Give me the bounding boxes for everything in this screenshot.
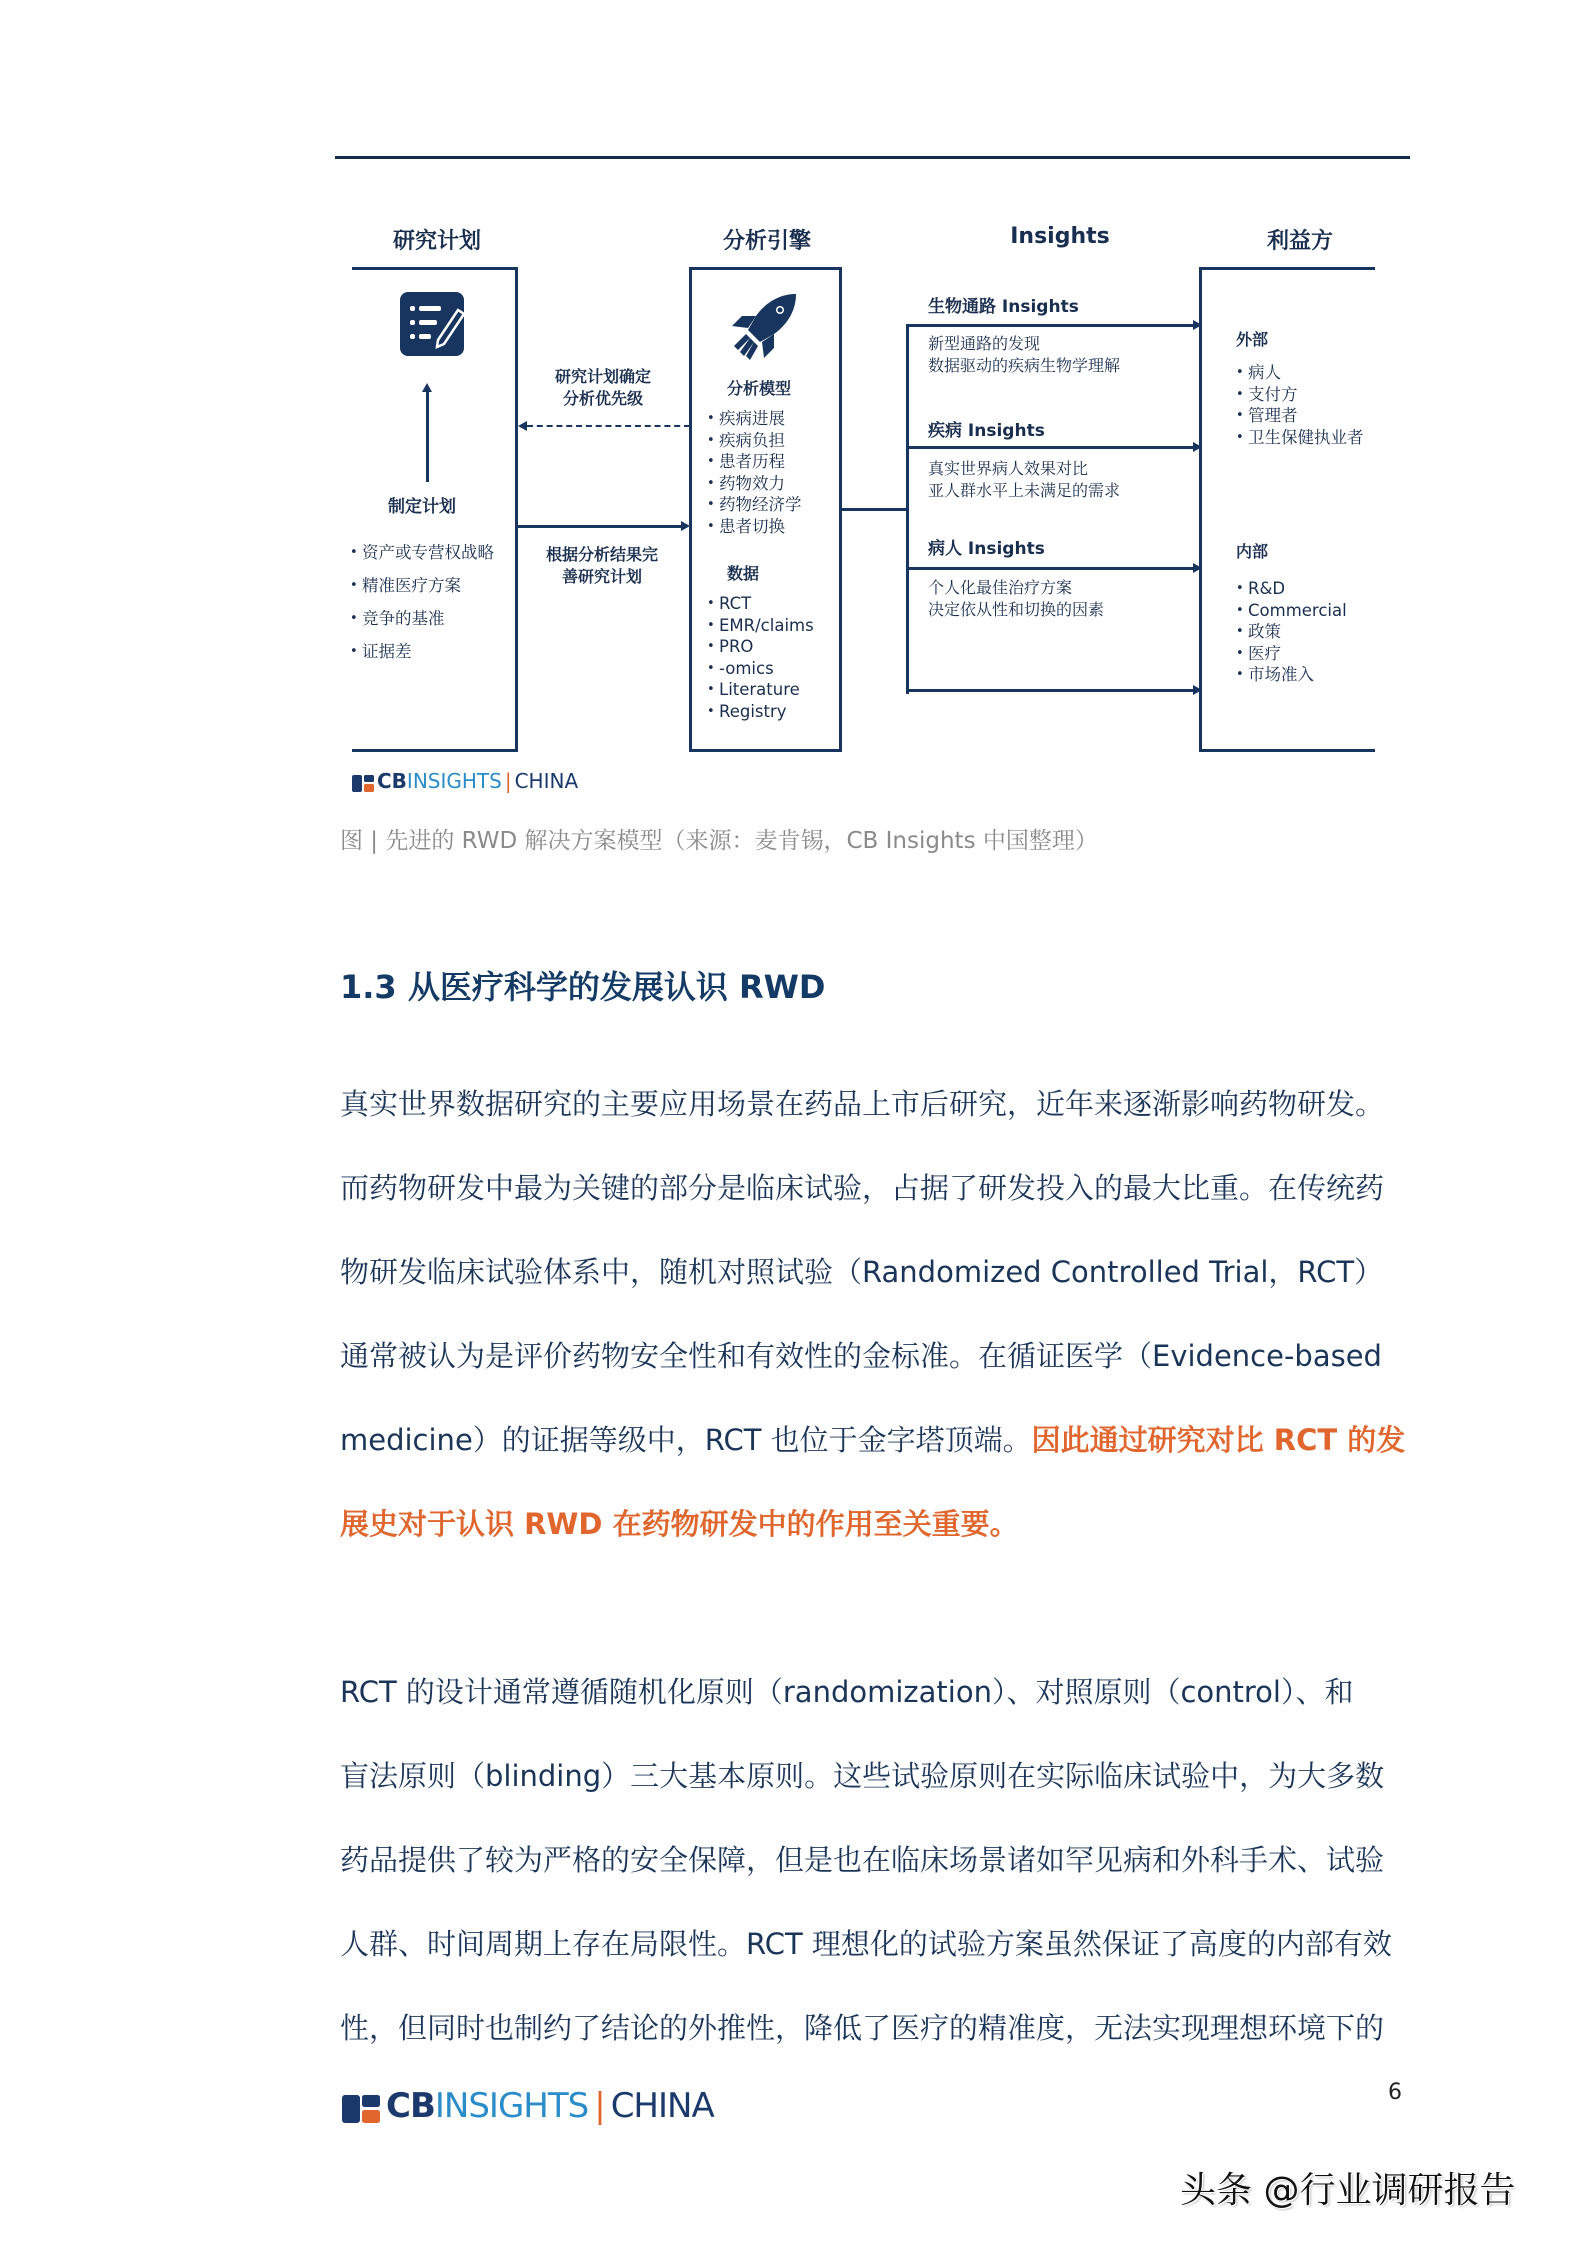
model-item: • 患者历程 (707, 451, 802, 473)
internal-title: 内部 (1236, 542, 1269, 561)
forward-line (518, 525, 682, 528)
data-item: • RCT (707, 593, 814, 615)
stakeholder-box-left (1199, 267, 1202, 752)
paragraph-2-line-2: 盲法原则（blinding）三大基本原则。这些试验原则在实际临床试验中，为大多数 (340, 1759, 1385, 1793)
paragraph-1-line-6 (340, 1502, 1408, 1543)
forward-label: 根据分析结果完 善研究计划 (545, 545, 658, 586)
paragraph-2-line-4: 人群、时间周期上存在局限性。RCT 理想化的试验方案虽然保证了高度的内部有效 (340, 1927, 1392, 1961)
paragraph-2-line-3: 药品提供了较为严格的安全保障，但是也在临床场景诸如罕见病和外科手术、试验 (340, 1843, 1385, 1877)
cb-logo-mark-icon (352, 773, 374, 790)
paragraph-2-line-5: 性，但同时也制约了结论的外推性，降低了医疗的精准度，无法实现理想环境下的 (340, 2011, 1385, 2045)
external-item: • 病人 (1236, 362, 1364, 384)
plan-item: • 精准医疗方案 (350, 569, 494, 602)
insights-bracket (906, 324, 909, 694)
external-list (1236, 362, 1364, 448)
internal-item: • 市场准入 (1236, 664, 1347, 686)
insight-title-disease: 疾病 Insights (928, 421, 1045, 441)
insight-title-biopathway: 生物通路 Insights (928, 297, 1079, 317)
paragraph-2-line-1: RCT 的设计通常遵循随机化原则（randomization）、对照原则（control）、和 (340, 1675, 1354, 1709)
engine-insights-connector (842, 508, 908, 511)
diagram-logo: CB INSIGHTS | CHINA (352, 768, 578, 794)
form-edit-icon (398, 290, 470, 360)
arrow-up-icon (422, 383, 432, 392)
insight-title-patient: 病人 Insights (928, 539, 1045, 559)
model-item: • 疾病进展 (707, 408, 802, 430)
rocket-icon (728, 290, 800, 362)
paragraph-1-line-1: 真实世界数据研究的主要应用场景在药品上市后研究，近年来逐渐影响药物研发。 (340, 1087, 1385, 1121)
external-title: 外部 (1236, 330, 1269, 349)
data-item: • -omics (707, 658, 814, 680)
insight-arrow-1 (906, 324, 1194, 327)
plan-box-title: 制定计划 (388, 497, 456, 517)
insight-desc-biopathway: 新型通路的发现 数据驱动的疾病生物学理解 (928, 334, 1121, 375)
paragraph-1-line-3: 物研发临床试验体系中，随机对照试验（Randomized Controlled Trial，RCT） (340, 1255, 1384, 1289)
header-insights: Insights (1010, 224, 1110, 249)
data-item: • EMR/claims (707, 615, 814, 637)
plan-box-right (515, 267, 518, 752)
internal-item: • 政策 (1236, 621, 1347, 643)
header-research-plan: 研究计划 (392, 229, 481, 254)
plan-item: • 资产或专营权战略 (350, 536, 494, 569)
insight-arrow-2 (906, 446, 1194, 449)
stakeholder-box-bottom (1199, 749, 1375, 752)
engine-model-title: 分析模型 (727, 379, 792, 398)
data-item: • Literature (707, 679, 814, 701)
page-number: 6 (1388, 2080, 1402, 2105)
feedback-label: 研究计划确定 分析优先级 (554, 367, 651, 408)
plan-items-list (350, 536, 494, 668)
data-item: • PRO (707, 636, 814, 658)
model-item: • 疾病负担 (707, 430, 802, 452)
plan-box-bottom (352, 749, 518, 752)
paragraph-1-line-2: 而药物研发中最为关键的部分是临床试验，占据了研发投入的最大比重。在传统药 (340, 1171, 1385, 1205)
external-item: • 管理者 (1236, 405, 1364, 427)
insight-arrow-4 (906, 689, 1194, 692)
feedback-dashed-line (527, 425, 690, 427)
insight-desc-patient: 个人化最佳治疗方案 决定依从性和切换的因素 (928, 578, 1105, 619)
model-item: • 药物效力 (707, 473, 802, 495)
data-item: • Registry (707, 701, 814, 723)
plan-up-arrow-shaft (426, 390, 429, 482)
model-item: • 患者切换 (707, 516, 802, 538)
cb-logo-mark-icon (342, 2092, 380, 2120)
stakeholder-box-top (1199, 267, 1375, 270)
internal-item: • 医疗 (1236, 643, 1347, 665)
footer-logo: CB INSIGHTS | CHINA (342, 2086, 714, 2126)
external-item: • 支付方 (1236, 384, 1364, 406)
model-item: • 药物经济学 (707, 494, 802, 516)
rwd-solution-diagram (0, 0, 1586, 800)
internal-item: • Commercial (1236, 600, 1347, 622)
highlight-text: 因此通过研究对比 RCT 的发 (1031, 1423, 1406, 1457)
insight-desc-disease: 真实世界病人效果对比 亚人群水平上未满足的需求 (928, 459, 1121, 500)
section-heading: 1.3 从医疗科学的发展认识 RWD (340, 968, 826, 1006)
paragraph-1-line-4: 通常被认为是评价药物安全性和有效性的金标准。在循证医学（Evidence-based (340, 1339, 1382, 1373)
header-analytics-engine: 分析引擎 (722, 229, 811, 254)
plan-item: • 证据差 (350, 635, 494, 668)
insight-arrow-3 (906, 567, 1194, 570)
header-stakeholders: 利益方 (1266, 229, 1333, 254)
plan-item: • 竞争的基准 (350, 602, 494, 635)
paragraph-1-line-5: medicine）的证据等级中，RCT 也位于金字塔顶端。因此通过研究对比 RCT 的发 (340, 1423, 1406, 1457)
external-item: • 卫生保健执业者 (1236, 427, 1364, 449)
highlight-text: 展史对于认识 RWD 在药物研发中的作用至关重要。 (340, 1507, 1019, 1541)
engine-model-list (707, 408, 802, 537)
arrow-left-icon (518, 421, 527, 431)
figure-caption: 图 | 先进的 RWD 解决方案模型（来源：麦肯锡，CB Insights 中国整理） (340, 828, 1098, 854)
watermark: 头条 @行业调研报告 (1180, 2170, 1516, 2211)
internal-list (1236, 578, 1347, 686)
plan-box-top (352, 267, 518, 270)
internal-item: • R&D (1236, 578, 1347, 600)
engine-data-title: 数据 (727, 564, 760, 583)
engine-data-list (707, 593, 814, 722)
